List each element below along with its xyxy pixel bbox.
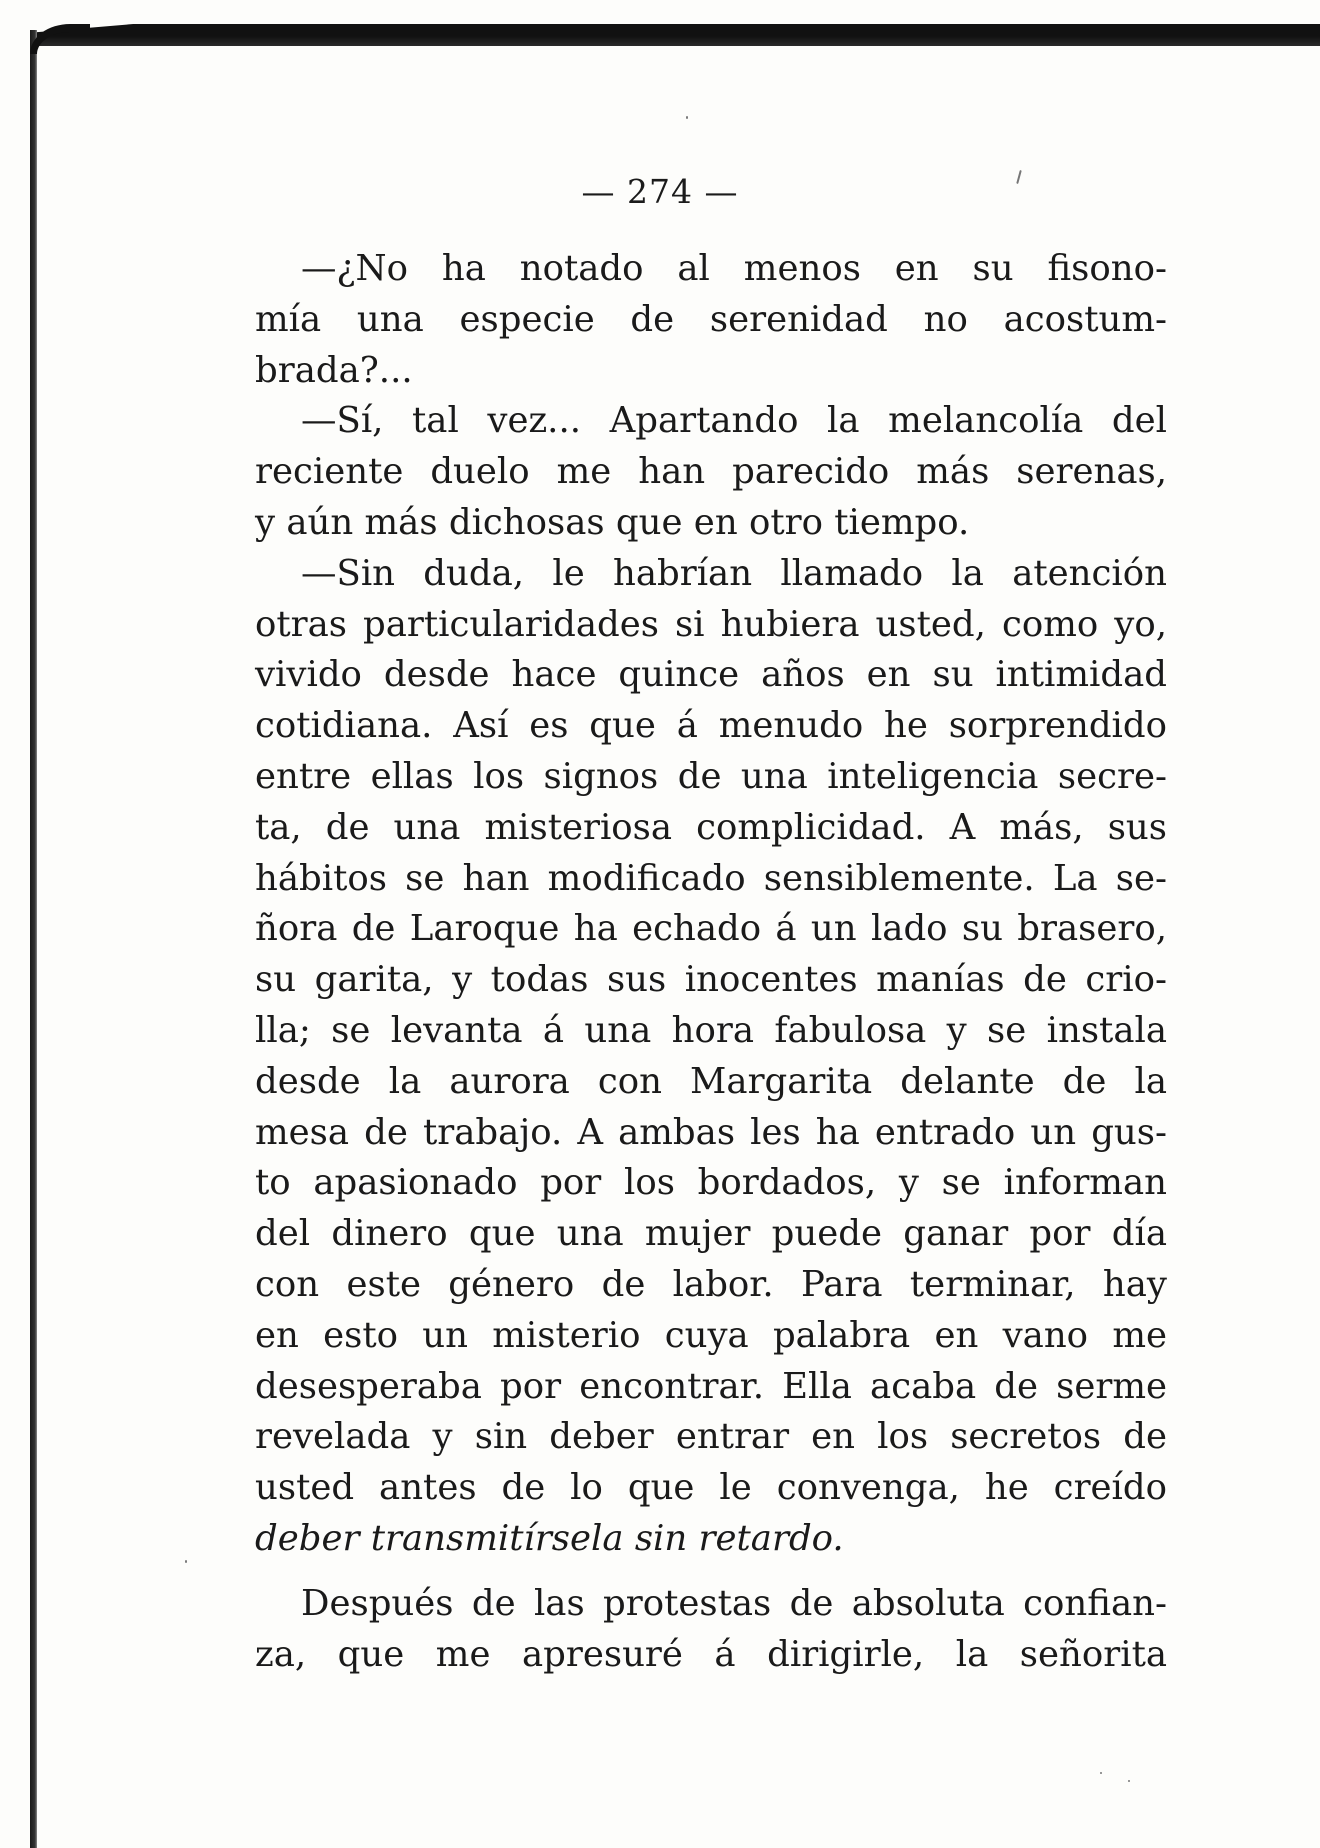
scan-speck [185,1560,187,1563]
page-number: — 274 — [581,172,739,211]
text-line: deber transmitírsela sin retardo. [255,1517,844,1559]
text-line: desde la aurora con Margarita delante de la [255,1060,1167,1102]
text-line: del dinero que una mujer puede ganar por día [255,1213,1167,1255]
scan-left-border [30,30,37,1848]
scan-speck [1100,1772,1102,1774]
text-line: y aún más dichosas que en otro tiempo. [255,501,970,543]
text-line: Después de las protestas de absoluta confian- [301,1582,1167,1624]
text-line: mesa de trabajo. A ambas les ha entrado un gus- [255,1111,1167,1153]
text-line: lla; se levanta á una hora fabulosa y se instala [255,1009,1167,1051]
text-line: reciente duelo me han parecido más serenas, [255,451,1167,493]
text-line: —Sin duda, le habrían llamado la atención [301,552,1167,594]
text-line: hábitos se han modificado sensiblemente. La se- [255,857,1167,899]
scan-corner [30,24,90,54]
text-line: entre ellas los signos de una inteligencia secre- [255,755,1167,797]
scan-top-border [30,24,1320,46]
text-line: cotidiana. Así es que á menudo he sorprendido [255,705,1167,747]
text-line: to apasionado por los bordados, y se informan [255,1162,1167,1204]
scan-speck [686,116,688,119]
text-line: za, que me apresuré á dirigirle, la señorita [255,1633,1167,1675]
text-line: vivido desde hace quince años en su intimidad [255,654,1167,696]
text-line: en esto un misterio cuya palabra en vano me [255,1314,1167,1356]
scan-speck [1128,1780,1130,1782]
text-line: su garita, y todas sus inocentes manías de crio- [255,959,1167,1001]
text-line: brada?... [255,349,413,391]
text-line: ta, de una misteriosa complicidad. A más, sus [255,806,1167,848]
text-line: —¿No ha notado al menos en su fisono- [301,248,1167,289]
body-text [255,244,1167,1680]
text-line: —Sí, tal vez... Apartando la melancolía del [301,400,1167,442]
text-line: con este género de labor. Para terminar, hay [255,1263,1167,1305]
text-line: mía una especie de serenidad no acostum- [255,298,1167,340]
text-line: desesperaba por encontrar. Ella acaba de serme [255,1365,1167,1407]
text-line: ñora de Laroque ha echado á un lado su brasero, [255,908,1167,950]
text-line: revelada y sin deber entrar en los secretos de [255,1416,1167,1458]
paragraph-gap [255,1565,1167,1579]
text-line: usted antes de lo que le convenga, he creído [255,1467,1167,1509]
text-line: otras particularidades si hubiera usted, como yo, [255,603,1167,645]
